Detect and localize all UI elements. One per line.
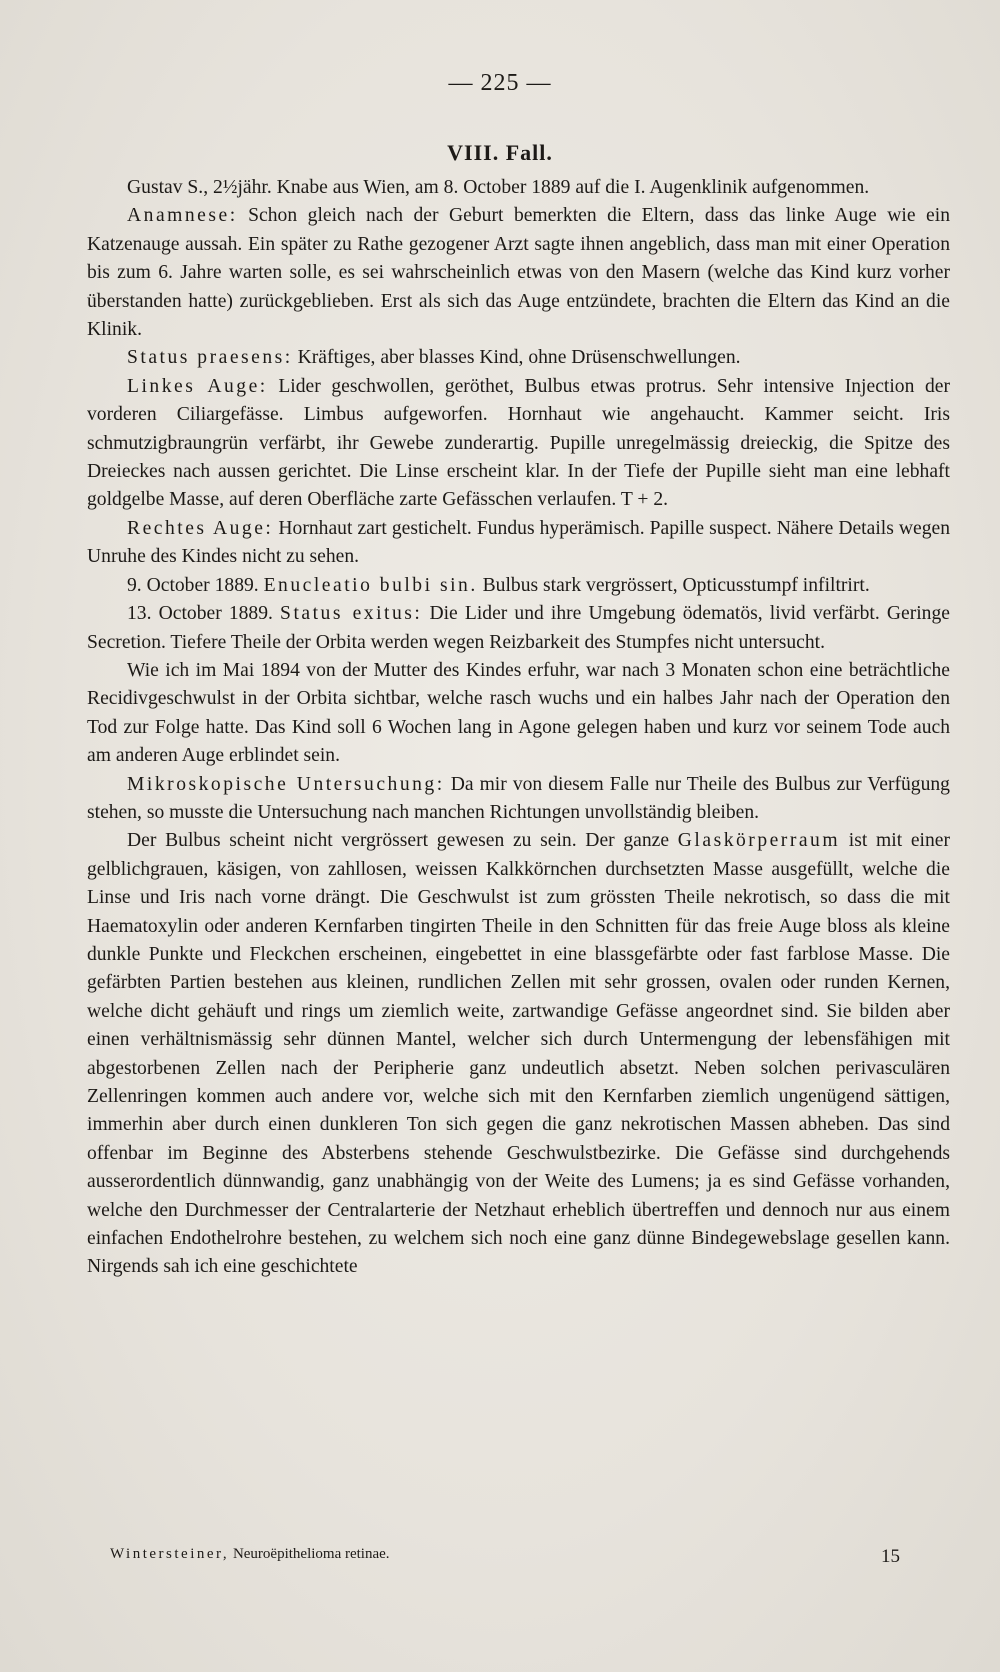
paragraph-mikroskopische (87, 771, 950, 828)
paragraph-rechtes-auge (87, 515, 950, 572)
patient-info-text: Gustav S., 2½jähr. Knabe aus Wien, am 8. October 1889 auf die I. Augenklinik aufgenommen. (127, 177, 870, 198)
enucleatio-text: Bulbus stark vergrössert, Opticusstumpf infiltrirt. (477, 574, 870, 596)
page-number: — 225 — (448, 70, 552, 96)
anamnese-text: Schon gleich nach der Geburt bemerkten die Eltern, dass das linke Auge wie ein Katzenauge aussah. Ein später zu Rathe gezogener Arzt sagte ihnen angeblich, dass man mit einer Operation bis zum 6. Jahre warten solle, es sei wahrscheinlich etwas von den Masern (welche das Kind kurz vorher überstanden hatte) zurückgeblieben. Erst als sich das Auge entzündete, brachten die Eltern das Kind an die Klinik. (87, 205, 950, 341)
rechtes-auge-label: Rechtes Auge: (127, 517, 274, 539)
bulbus-text-a: Der Bulbus scheint nicht vergrössert gewesen zu sein. Der ganze (127, 830, 678, 852)
case-title: VIII. Fall. (447, 140, 553, 165)
paragraph-patient-info (87, 174, 950, 202)
footer-work-title: Neuroëpithelioma retinae. (229, 1546, 390, 1562)
mikroskopische-text: Da mir von diesem Falle nur Theile des Bulbus zur Verfügung stehen, so musste die Untersuchung nach manchen Richtungen unvollständig bleiben. (87, 773, 950, 823)
paragraph-linkes-auge (87, 373, 950, 515)
body-text (87, 174, 950, 1282)
status-exitus-date: 13. October 1889. (127, 603, 281, 625)
status-praesens-text: Kräftiges, aber blasses Kind, ohne Drüsenschwellungen. (292, 347, 741, 369)
bulbus-text-b: ist mit einer gelblichgrauen, käsigen, von zahllosen, weissen Kalkkörnchen durchsetzten Masse ausgefüllt, welche die Linse und Iris nach vorne drängt. Die Geschwulst ist zum grössten Theile nekrotisch, so dass die mit Haematoxylin oder anderen Kernfarben tingirten Theile in den Schnitten für das freie Auge bloss als kleine dunkle Punkte und Fleckchen erscheinen, eingebettet in eine blassgefärbte oder fast farblose Masse. Die gefärbten Partien bestehen aus kleinen, rundlichen Zellen mit sehr grossen, ovalen oder runden Kernen, welche dicht gehäuft und rings um ziemlich weite, zartwandige Gefässe angeordnet sind. Sie bilden aber einen verhältnismässig sehr dünnen Mantel, welcher sich durch Untermengung der lebensfähigen mit abgestorbenen Zellen nach der Peripherie ganz undeutlich absetzt. Neben solchen perivasculären Zellenringen kommen auch andere vor, welche sich mit den Kernfarben ziemlich ungenügend sättigen, immerhin aber durch einen dunkleren Ton sich gegen die ganz nekrotischen Massen abheben. Das sind offenbar im Beginne des Absterbens stehende Geschwulstbezirke. Die Gefässe sind durchgehends ausserordentlich dünnwandig, ganz unabhängig von der Weite des Lumens; ja es sind Gefässe vorhanden, welche den Durchmesser der Centralarterie der Netzhaut erheblich übertreffen und dennoch nur aus einem einfachen Endothelrohre bestehen, zu welchem sich noch eine ganz dünne Bindegewebslage gesellen kann. Nirgends sah ich eine geschichtete (87, 830, 951, 1278)
footer-sheet-number: 15 (881, 1546, 900, 1567)
rechtes-auge-text: Hornhaut zart gestichelt. Fundus hyperämisch. Papille suspect. Nähere Details wegen Unruhe des Kindes nicht zu sehen. (87, 517, 951, 568)
linkes-auge-label: Linkes Auge: (127, 375, 268, 397)
mikroskopische-label: Mikroskopische Untersuchung: (127, 773, 445, 795)
status-praesens-label: Status praesens: (127, 347, 293, 369)
paragraph-status-praesens (87, 344, 950, 372)
page-footer (110, 1546, 900, 1567)
paragraph-anamnese (87, 202, 950, 344)
status-exitus-label: Status exitus: (280, 603, 423, 625)
glaskoerperraum-label: Glaskörperraum (677, 830, 841, 852)
paragraph-bulbus (87, 827, 950, 1282)
footer-author: Wintersteiner, (110, 1546, 230, 1562)
enucleatio-date: 9. October 1889. (127, 574, 264, 596)
follow-up-text: Wie ich im Mai 1894 von der Mutter des Kindes erfuhr, war nach 3 Monaten schon eine beträchtliche Recidivgeschwulst in der Orbita sichtbar, welche rasch wuchs und ein halbes Jahr nach der Operation den Tod zur Folge hatte. Das Kind soll 6 Wochen lang in Agone gelegen haben und kurz vor seinem Tode auch am anderen Auge erblindet sein. (87, 659, 950, 767)
paragraph-follow-up (87, 657, 950, 771)
status-exitus-text: Die Lider und ihre Umgebung ödematös, livid verfärbt. Geringe Secretion. Tiefere Theile der Orbita werden wegen Reizbarkeit des Stumpfes nicht untersucht. (87, 603, 950, 653)
anamnese-label: Anamnese: (127, 205, 238, 227)
paragraph-status-exitus (87, 600, 950, 657)
paragraph-enucleatio (87, 572, 950, 600)
enucleatio-label: Enucleatio bulbi sin. (263, 574, 478, 596)
linkes-auge-text: Lider geschwollen, geröthet, Bulbus etwas protrus. Sehr intensive Injection der vorderen Ciliargefässe. Limbus aufgeworfen. Hornhaut wie angehaucht. Kammer seicht. Iris schmutzigbraungrün verfärbt, ihr Gewebe zunderartig. Pupille unregelmässig dreieckig, die Spitze des Dreieckes nach aussen gerichtet. Die Linse erscheint klar. In der Tiefe der Pupille sieht man eine lebhaft goldgelbe Masse, auf deren Oberfläche zarte Gefässchen verlaufen. T + 2. (87, 375, 950, 511)
